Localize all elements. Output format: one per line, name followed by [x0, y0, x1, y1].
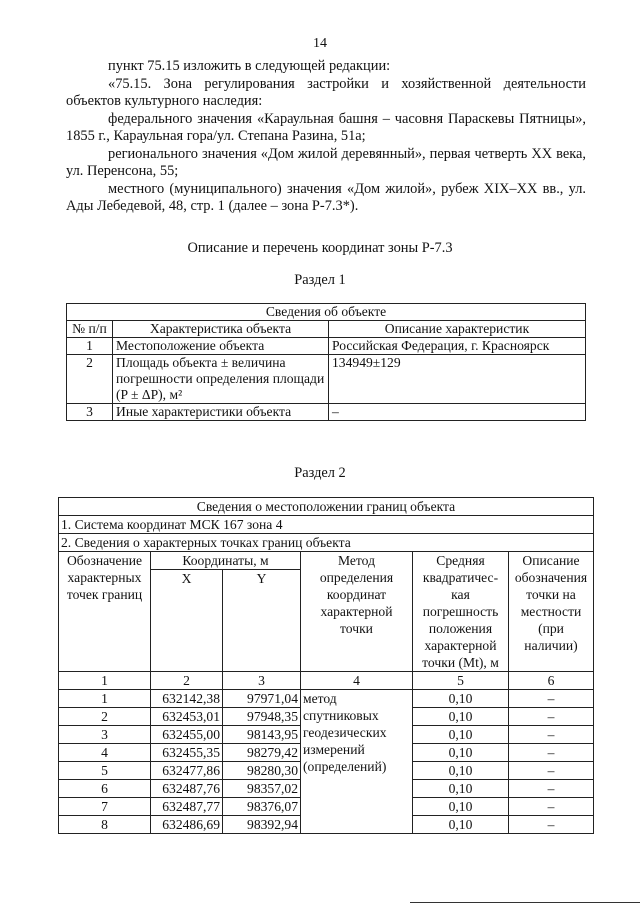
- boundary-points-table: [58, 497, 594, 834]
- table1-row-char: Иные характеристики объекта: [113, 404, 329, 421]
- point-method: метод спутниковых геодезических измерений (определений): [301, 690, 413, 834]
- point-x: 632486,69: [151, 816, 223, 834]
- table2-header-y: Y: [223, 570, 301, 672]
- table-row: [67, 338, 586, 355]
- table1-header-num: № п/п: [67, 321, 113, 338]
- point-y: 98279,42: [223, 744, 301, 762]
- point-description: –: [509, 708, 594, 726]
- table2-colnum-3: 3: [223, 672, 301, 690]
- point-mt: 0,10: [413, 798, 509, 816]
- page-bottom-rule: [410, 902, 640, 903]
- point-y: 98392,94: [223, 816, 301, 834]
- table2-colnum-6: 6: [509, 672, 594, 690]
- point-description: –: [509, 744, 594, 762]
- table-row: [59, 690, 594, 708]
- point-x: 632487,76: [151, 780, 223, 798]
- intro-paragraph-1: пункт 75.15 изложить в следующей редакции:: [108, 58, 391, 74]
- point-description: –: [509, 780, 594, 798]
- intro-paragraph-4: регионального значения «Дом жилой деревянный», первая четверть XX века, ул. Перенсона, 55;: [66, 145, 586, 179]
- point-x: 632453,01: [151, 708, 223, 726]
- table1-header-char: Характеристика объекта: [113, 321, 329, 338]
- point-mt: 0,10: [413, 762, 509, 780]
- point-number: 3: [59, 726, 151, 744]
- table2-colnum-5: 5: [413, 672, 509, 690]
- point-mt: 0,10: [413, 816, 509, 834]
- point-description: –: [509, 762, 594, 780]
- intro-paragraph-5: местного (муниципального) значения «Дом жилой», рубеж XIX–XX вв., ул. Ады Лебедевой, 48, стр. 1 (далее – зона Р-7.3*).: [66, 180, 586, 214]
- table2-header-x: X: [151, 570, 223, 672]
- table2-coordinate-system: 1. Система координат МСК 167 зона 4: [59, 516, 594, 534]
- point-mt: 0,10: [413, 690, 509, 708]
- table2-colnum-1: 1: [59, 672, 151, 690]
- point-description: –: [509, 798, 594, 816]
- table2-header-method: Метод определения координат характерной точки: [301, 552, 413, 672]
- table2-header-coords: Координаты, м: [151, 552, 301, 570]
- point-description: –: [509, 816, 594, 834]
- point-x: 632142,38: [151, 690, 223, 708]
- table2-header-mt: Средняя квадратичес-кая погрешность положения характерной точки (Mt), м: [413, 552, 509, 672]
- table1-row-num: 1: [67, 338, 113, 355]
- page-number: 14: [313, 36, 327, 51]
- point-x: 632477,86: [151, 762, 223, 780]
- table1-row-num: 2: [67, 355, 113, 404]
- table2-colnum-4: 4: [301, 672, 413, 690]
- table1-header-desc: Описание характеристик: [329, 321, 586, 338]
- table1-row-char: Площадь объекта ± величина погрешности определения площади (P ± ΔP), м²: [113, 355, 329, 404]
- intro-paragraph-2: «75.15. Зона регулирования застройки и хозяйственной деятельности объектов культурного наследия:: [66, 75, 586, 109]
- table1-row-desc: 134949±129: [329, 355, 586, 404]
- intro-text: [66, 58, 586, 216]
- point-mt: 0,10: [413, 780, 509, 798]
- point-number: 8: [59, 816, 151, 834]
- section-1-heading: Раздел 1: [294, 272, 346, 288]
- table2-header-description: Описание обозначения точки на местности (при наличии): [509, 552, 594, 672]
- table-row: [67, 355, 586, 404]
- table1-row-desc: –: [329, 404, 586, 421]
- point-description: –: [509, 690, 594, 708]
- intro-paragraph-3: федерального значения «Караульная башня – часовня Параскевы Пятницы», 1855 г., Караульная гора/ул. Степана Разина, 51а;: [66, 110, 586, 144]
- section-2-heading: Раздел 2: [294, 465, 346, 481]
- point-mt: 0,10: [413, 726, 509, 744]
- point-y: 98280,30: [223, 762, 301, 780]
- table1-title: Сведения об объекте: [67, 304, 586, 321]
- point-x: 632455,00: [151, 726, 223, 744]
- point-mt: 0,10: [413, 708, 509, 726]
- table2-header-designation: Обозначение характерных точек границ: [59, 552, 151, 672]
- point-y: 97971,04: [223, 690, 301, 708]
- point-description: –: [509, 726, 594, 744]
- table1-row-num: 3: [67, 404, 113, 421]
- point-y: 98376,07: [223, 798, 301, 816]
- point-x: 632487,77: [151, 798, 223, 816]
- point-x: 632455,35: [151, 744, 223, 762]
- table-row: [67, 404, 586, 421]
- point-y: 97948,35: [223, 708, 301, 726]
- point-number: 7: [59, 798, 151, 816]
- point-number: 2: [59, 708, 151, 726]
- point-mt: 0,10: [413, 744, 509, 762]
- zone-description-heading: Описание и перечень координат зоны Р-7.3: [187, 240, 453, 256]
- table1-row-desc: Российская Федерация, г. Красноярск: [329, 338, 586, 355]
- table2-points-info: 2. Сведения о характерных точках границ объекта: [59, 534, 594, 552]
- point-number: 5: [59, 762, 151, 780]
- table2-title: Сведения о местоположении границ объекта: [59, 498, 594, 516]
- point-number: 4: [59, 744, 151, 762]
- point-y: 98143,95: [223, 726, 301, 744]
- point-number: 1: [59, 690, 151, 708]
- table2-colnum-2: 2: [151, 672, 223, 690]
- object-info-table: [66, 303, 586, 421]
- point-y: 98357,02: [223, 780, 301, 798]
- point-number: 6: [59, 780, 151, 798]
- table1-row-char: Местоположение объекта: [113, 338, 329, 355]
